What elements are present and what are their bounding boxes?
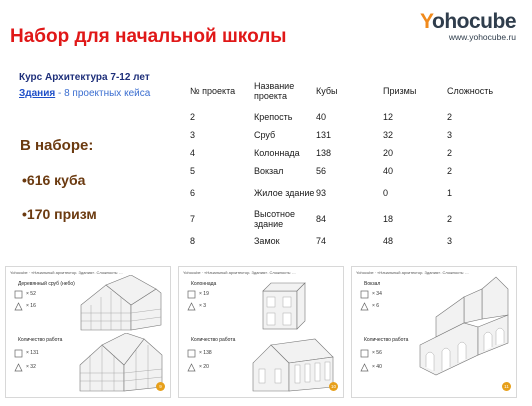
- cell-name: Высотное здание: [254, 209, 295, 229]
- station-illustration: [416, 275, 514, 393]
- col-header-cubes: Кубы: [316, 86, 338, 96]
- prism-icon: [360, 363, 369, 372]
- cell-difficulty: 2: [447, 112, 453, 122]
- colonnade-small-illustration: [259, 279, 309, 331]
- cube-icon: [187, 349, 196, 358]
- cell-prisms: 48: [383, 236, 394, 246]
- thumbnail-label-b: Количество работа: [191, 337, 236, 343]
- cell-number: 8: [190, 236, 196, 246]
- cell-number: 6: [190, 188, 196, 198]
- course-name: Курс Архитектура 7-12 лет: [19, 72, 150, 83]
- table-row: [186, 162, 507, 180]
- col-header-name: Название проекта: [254, 81, 295, 101]
- cell-difficulty: 3: [447, 130, 453, 140]
- page-number-badge: 9: [156, 382, 165, 391]
- cell-difficulty: 1: [447, 188, 453, 198]
- col-header-prisms: Призмы: [383, 86, 417, 96]
- cell-prisms: 40: [383, 166, 394, 176]
- cell-name: Вокзал: [254, 166, 284, 176]
- thumbnail-header: Yohocube · «Начальный архитектор. Здания». Сложность: ...: [183, 270, 296, 275]
- cell-difficulty: 2: [447, 214, 453, 224]
- col-header-number: № проекта: [190, 86, 236, 96]
- table-row: [186, 108, 507, 126]
- kit-item-prisms: •170 призм: [22, 206, 97, 222]
- cell-number: 4: [190, 148, 196, 158]
- cell-prisms: 12: [383, 112, 394, 122]
- thumbnail-count-b1: × 56: [372, 350, 382, 356]
- table-row: [186, 144, 507, 162]
- prism-icon: [14, 302, 23, 311]
- cell-difficulty: 2: [447, 166, 453, 176]
- page-number-badge: 10: [330, 384, 336, 389]
- page-number-badge: 11: [502, 382, 511, 391]
- thumbnail-label-b: Количество работа: [364, 337, 409, 343]
- cell-cubes: 84: [316, 214, 327, 224]
- cell-name: Сруб: [254, 130, 276, 140]
- prism-icon: [187, 302, 196, 311]
- cell-name: Колоннада: [254, 148, 300, 158]
- thumbnail-count-b2: × 20: [199, 364, 209, 370]
- thumbnail-count-a2: × 16: [26, 303, 36, 309]
- thumbnail-header: Yohocube · «Начальный архитектор. Здания». Сложность: ...: [356, 270, 469, 275]
- thumbnail-count-b2: × 32: [26, 364, 36, 370]
- thumbnail-count-a2: × 3: [199, 303, 207, 309]
- thumbnail-count-a1: × 19: [199, 291, 209, 297]
- cell-name: Жилое здание: [254, 188, 315, 198]
- logo-letter: Y: [420, 10, 432, 33]
- worksheet-thumbnail-colonnade[interactable]: [178, 266, 344, 398]
- projects-table: [186, 74, 507, 250]
- thumbnail-count-a1: × 34: [372, 291, 382, 297]
- cell-name: Замок: [254, 236, 280, 246]
- prism-icon: [14, 363, 23, 372]
- table-row: [186, 232, 507, 250]
- brand-url: www.yohocube.ru: [448, 32, 516, 42]
- kit-heading: В наборе:: [20, 137, 94, 154]
- cell-prisms: 0: [383, 188, 389, 198]
- prism-icon: [187, 363, 196, 372]
- brand-logo: [420, 10, 516, 42]
- cube-icon: [360, 290, 369, 299]
- colonnade-large-illustration: [249, 337, 339, 395]
- table-header-row: [186, 74, 507, 108]
- table-row: [186, 126, 507, 144]
- cube-icon: [14, 349, 23, 358]
- cell-cubes: 56: [316, 166, 327, 176]
- slide-title: Набор для начальной школы: [10, 26, 287, 47]
- cell-number: 2: [190, 112, 196, 122]
- table-row: [186, 206, 507, 232]
- cube-icon: [14, 290, 23, 299]
- log-house-large-illustration: [76, 333, 166, 395]
- cell-name: Крепость: [254, 112, 293, 122]
- thumbnail-count-b1: × 131: [26, 350, 39, 356]
- cases-count-text: - 8 проектных кейса: [55, 88, 151, 99]
- log-house-small-illustration: [76, 275, 166, 335]
- cell-prisms: 20: [383, 148, 394, 158]
- cube-icon: [187, 290, 196, 299]
- thumbnail-count-b2: × 40: [372, 364, 382, 370]
- cell-difficulty: 2: [447, 148, 453, 158]
- logo-wordmark: [420, 10, 516, 34]
- cube-icon: [360, 349, 369, 358]
- thumbnail-count-b1: × 138: [199, 350, 212, 356]
- cell-prisms: 32: [383, 130, 394, 140]
- worksheet-thumbnail-station[interactable]: [351, 266, 517, 398]
- thumbnail-label-b: Количество работа: [18, 337, 63, 343]
- worksheet-thumbnail-log-house[interactable]: [5, 266, 171, 398]
- cell-cubes: 131: [316, 130, 332, 140]
- thumbnail-header: Yohocube · «Начальный архитектор. Здания». Сложность: ...: [10, 270, 123, 275]
- prism-icon: [360, 302, 369, 311]
- cell-number: 3: [190, 130, 196, 140]
- course-subtitle: [19, 88, 150, 99]
- thumbnail-label-a: Деревянный сруб (небо): [18, 281, 75, 287]
- thumbnail-count-a1: × 52: [26, 291, 36, 297]
- cell-cubes: 93: [316, 188, 327, 198]
- thumbnail-label-a: Вокзал: [364, 281, 381, 287]
- kit-item-cubes: •616 куба: [22, 172, 86, 188]
- cell-cubes: 74: [316, 236, 327, 246]
- buildings-link[interactable]: Здания: [19, 88, 56, 99]
- thumbnail-count-a2: × 6: [372, 303, 380, 309]
- cell-cubes: 138: [316, 148, 332, 158]
- cell-prisms: 18: [383, 214, 394, 224]
- col-header-difficulty: Сложность: [447, 86, 494, 96]
- cell-number: 5: [190, 166, 196, 176]
- cell-number: 7: [190, 214, 196, 224]
- cell-cubes: 40: [316, 112, 327, 122]
- thumbnail-label-a: Колоннада: [191, 281, 217, 287]
- cell-difficulty: 3: [447, 236, 453, 246]
- logo-text: ohocube: [432, 10, 516, 33]
- table-row: [186, 180, 507, 206]
